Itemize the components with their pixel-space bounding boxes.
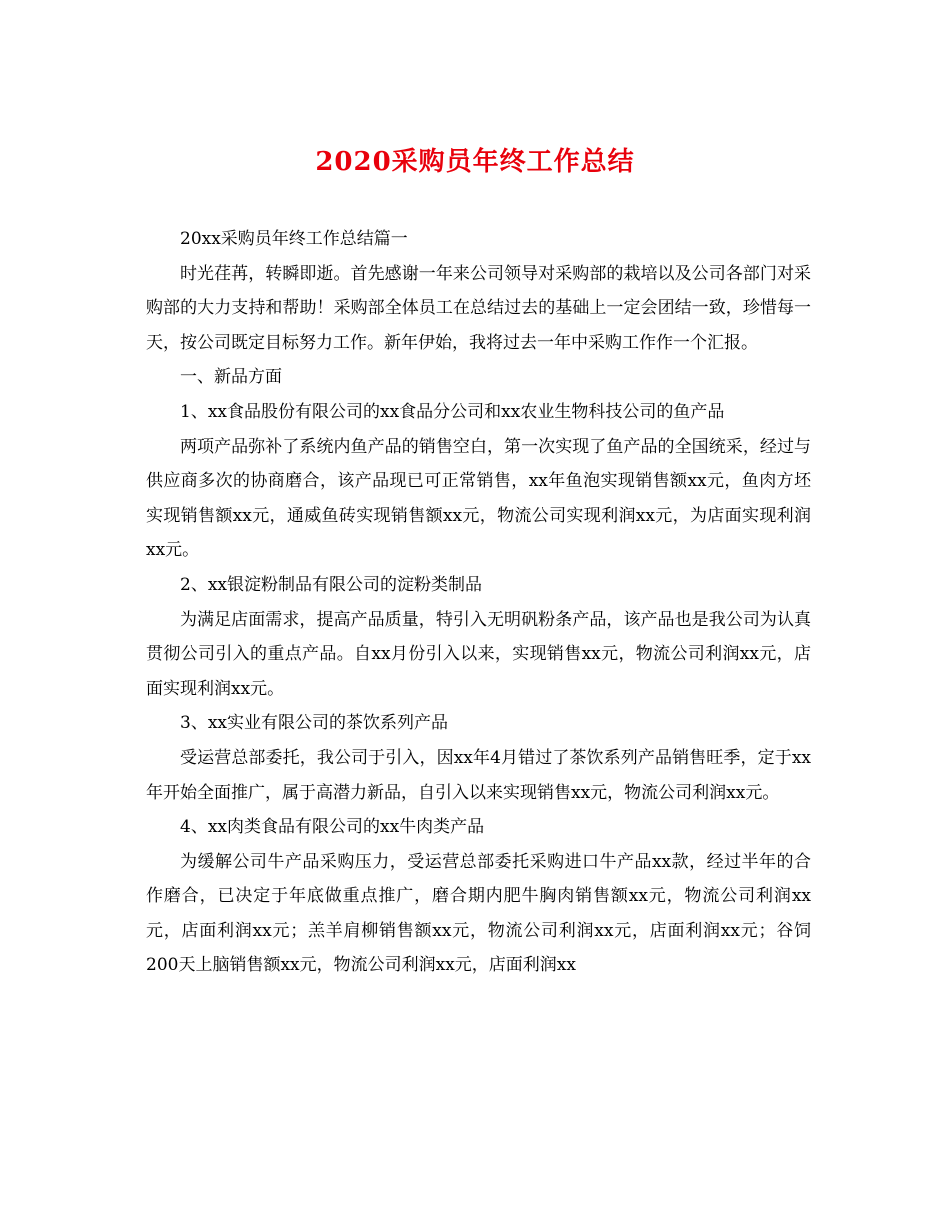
- subsection-heading: 1、xx食品股份有限公司的xx食品分公司和xx农业生物科技公司的鱼产品: [180, 401, 725, 422]
- document-title: 2020采购员年终工作总结: [315, 147, 635, 177]
- subsection-heading: 2、xx银淀粉制品有限公司的淀粉类制品: [180, 574, 482, 595]
- body-paragraph: 为缓解公司牛产品采购压力，受运营总部委托采购进口牛产品xx款，经过半年的合作磨合，已决定于年底做重点推广，磨合期内肥牛胸肉销售额xx元，物流公司利润xx元，店面利润xx元；羔羊肩柳销售额xx元，物流公司利润xx元，店面利润xx元；谷饲200天上脑销售额xx元，物流公司利润xx元，店面利润xx: [146, 851, 811, 976]
- body-paragraph: 为满足店面需求，提高产品质量，特引入无明矾粉条产品，该产品也是我公司为认真贯彻公司引入的重点产品。自xx月份引入以来，实现销售xx元，物流公司利润xx元，店面实现利润xx元。: [146, 609, 811, 699]
- subsection-heading: 4、xx肉类食品有限公司的xx牛肉类产品: [180, 817, 485, 838]
- body-paragraph: 受运营总部委托，我公司于引入，因xx年4月错过了茶饮系列产品销售旺季，定于xx年开始全面推广，属于高潜力新品，自引入以来实现销售xx元，物流公司利润xx元。: [146, 747, 811, 803]
- body-paragraph: 两项产品弥补了系统内鱼产品的销售空白，第一次实现了鱼产品的全国统采，经过与供应商多次的协商磨合，该产品现已可正常销售，xx年鱼泡实现销售额xx元，鱼肉方坯实现销售额xx元，通威鱼砖实现销售额xx元，物流公司实现利润xx元，为店面实现利润xx元。: [146, 436, 811, 561]
- subsection-heading: 3、xx实业有限公司的茶饮系列产品: [180, 713, 448, 734]
- body-paragraph: 时光荏苒，转瞬即逝。首先感谢一年来公司领导对采购部的栽培以及公司各部门对采购部的大力支持和帮助！采购部全体员工在总结过去的基础上一定会团结一致，珍惜每一天，按公司既定目标努力工作。新年伊始，我将过去一年中采购工作作一个汇报。: [146, 263, 811, 353]
- section-heading: 一、新品方面: [180, 367, 282, 388]
- document-body: [146, 222, 811, 983]
- section-heading: 20xx采购员年终工作总结篇一: [180, 229, 408, 249]
